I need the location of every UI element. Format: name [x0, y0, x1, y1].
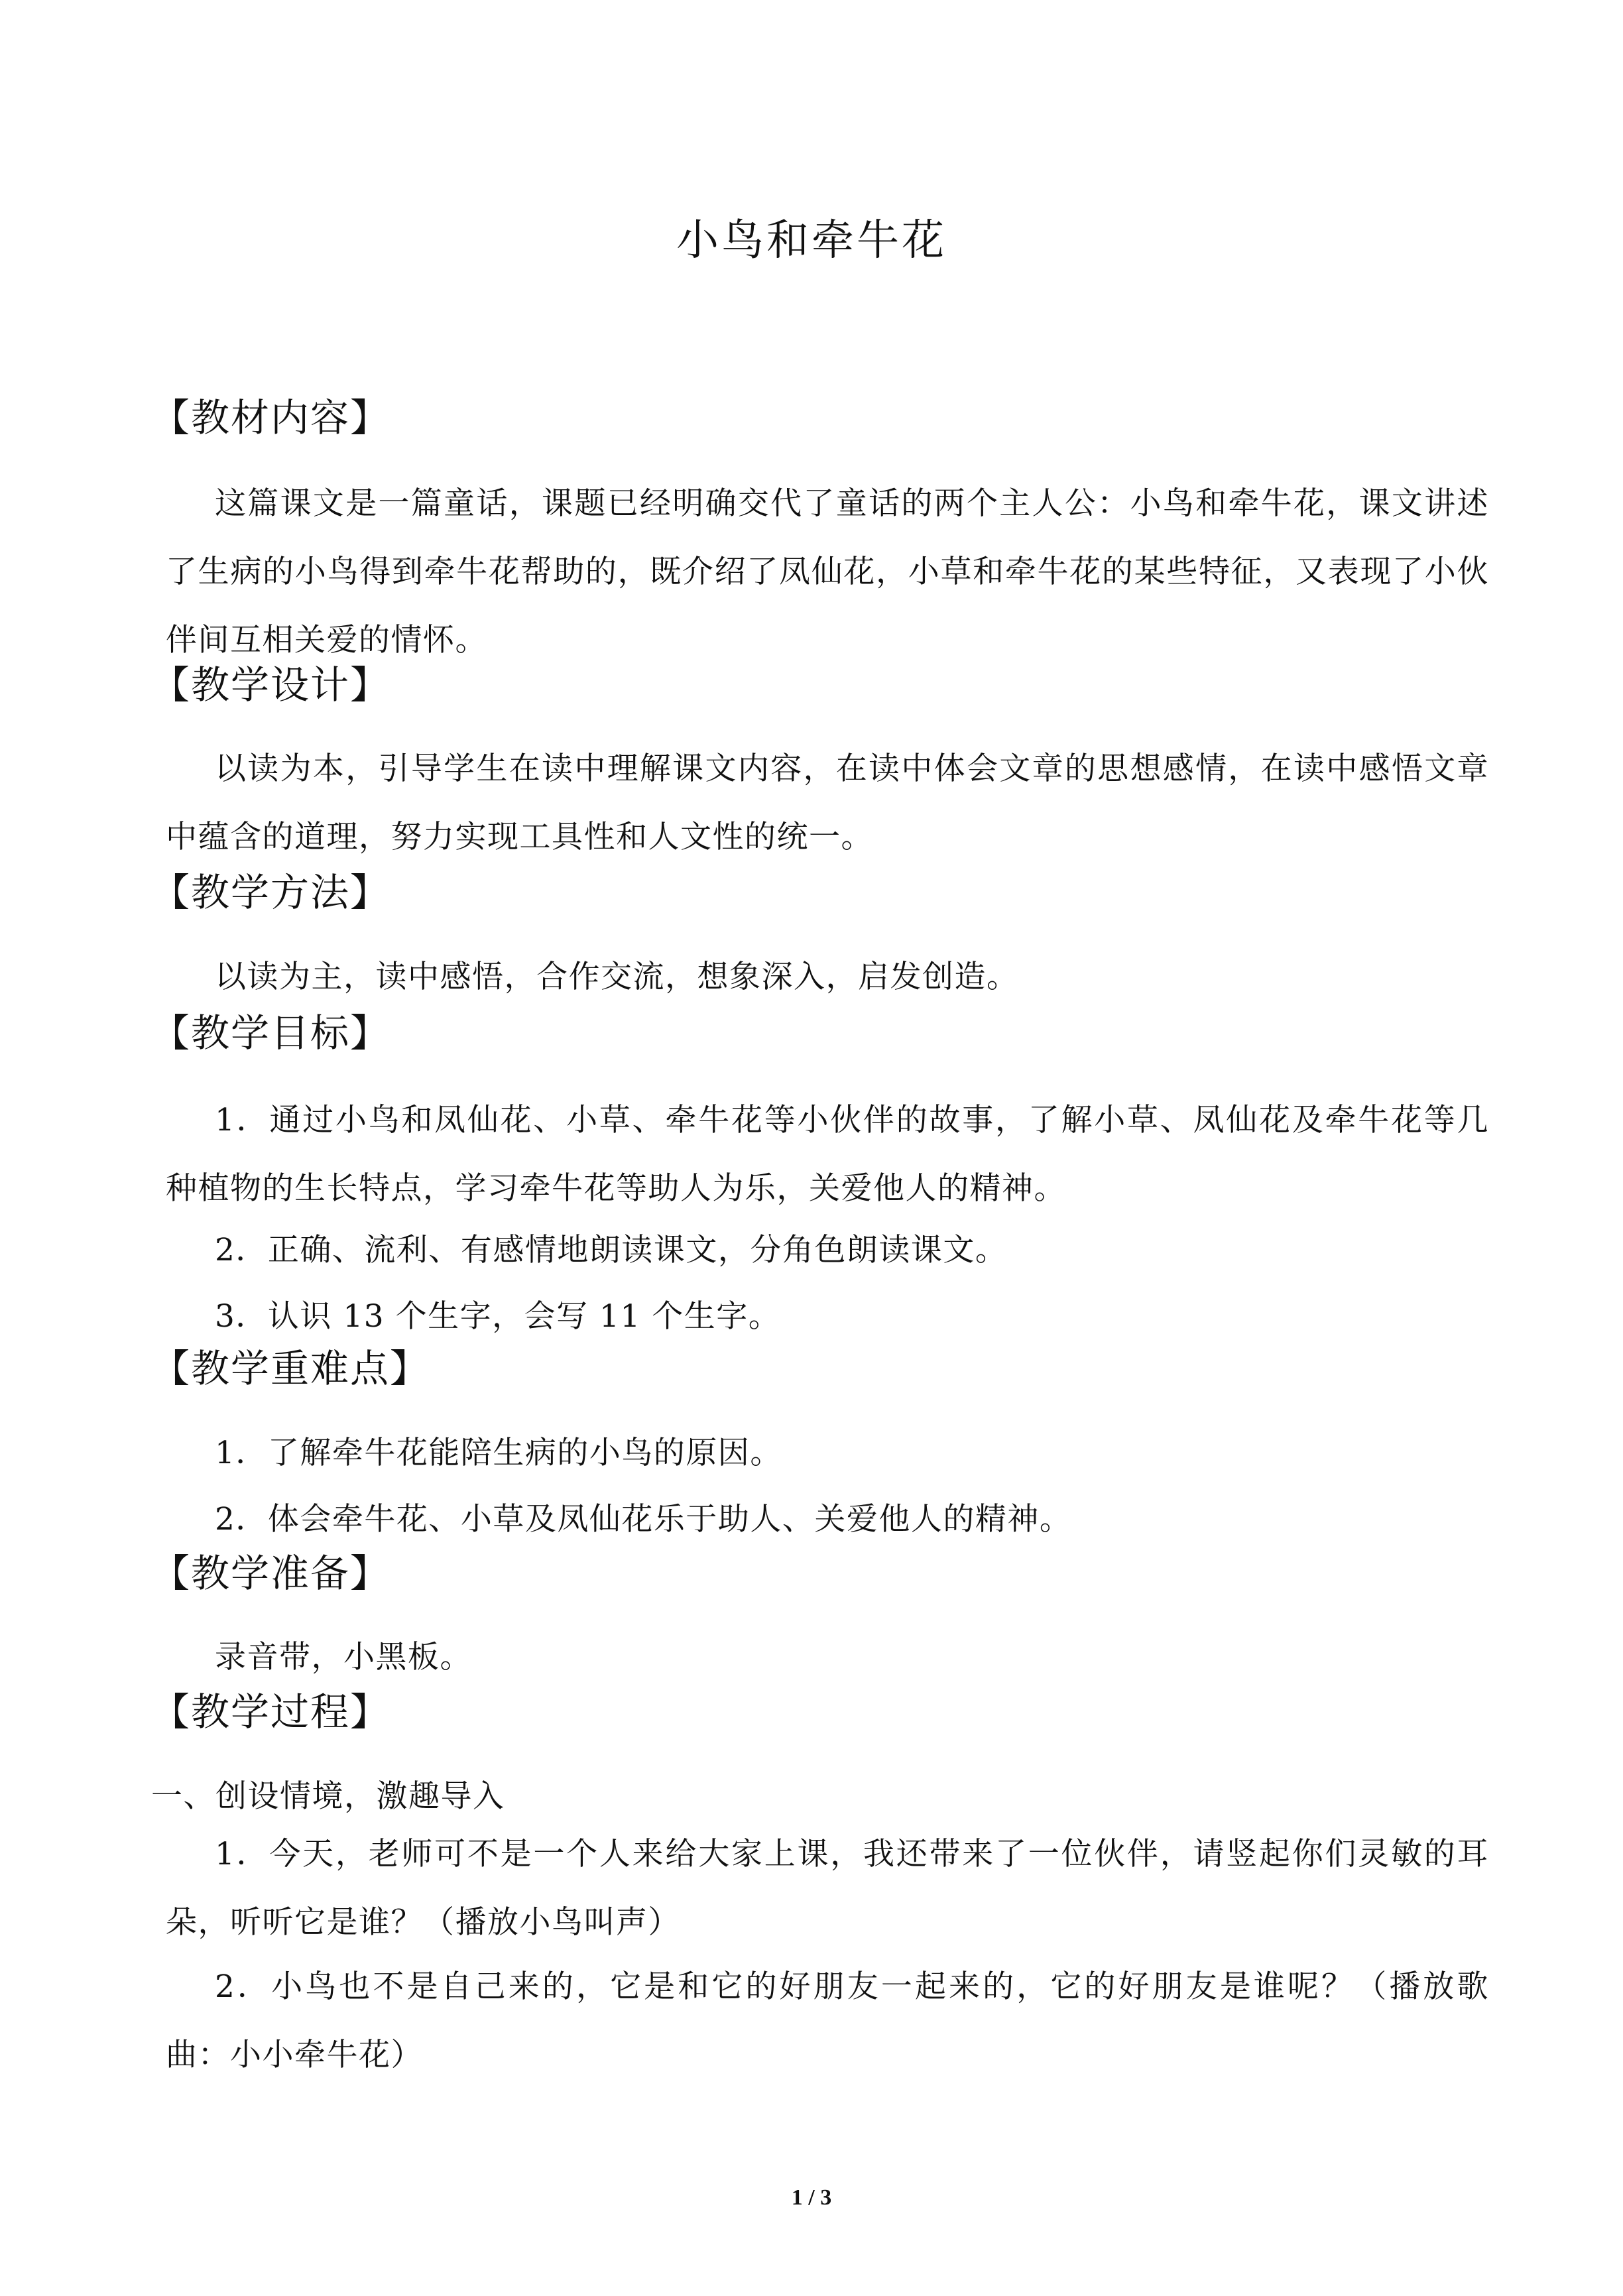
goal-item: 3．认识 13 个生字，会写 11 个生字。 — [215, 1298, 781, 1335]
section-heading-teaching-design: 【教学设计】 — [151, 662, 391, 707]
section-heading-teaching-goals: 【教学目标】 — [151, 1010, 391, 1056]
section-heading-teaching-process: 【教学过程】 — [151, 1689, 391, 1734]
goal-item: 1．通过小鸟和凤仙花、小草、牵牛花等小伙伴的故事，了解小草、凤仙花及牵牛花等几种植物的生长特点，学习牵牛花等助人为乐，关爱他人的精神。 — [166, 1102, 1489, 1207]
section-heading-key-difficulties: 【教学重难点】 — [151, 1346, 430, 1391]
section-paragraph: 录音带，小黑板。 — [215, 1639, 472, 1675]
process-item: 2．小鸟也不是自己来的，它是和它的好朋友一起来的，它的好朋友是谁呢？（播放歌曲：小小牵牛花） — [166, 1968, 1489, 2073]
section-paragraph: 以读为主，读中感悟，合作交流，想象深入，启发创造。 — [215, 959, 1019, 995]
section-heading-textbook-content: 【教材内容】 — [151, 395, 391, 440]
section-heading-teaching-method: 【教学方法】 — [151, 870, 391, 915]
difficulty-item: 1．了解牵牛花能陪生病的小鸟的原因。 — [215, 1435, 782, 1471]
goal-item: 2．正确、流利、有感情地朗读课文，分角色朗读课文。 — [215, 1232, 1008, 1268]
page-number: 1 / 3 — [791, 2185, 832, 2210]
section-paragraph: 以读为本，引导学生在读中理解课文内容，在读中体会文章的思想感情，在读中感悟文章中蕴含的道理，努力实现工具性和人文性的统一。 — [166, 751, 1489, 855]
process-subheading: 一、创设情境，激趣导入 — [151, 1778, 505, 1815]
difficulty-item: 2．体会牵牛花、小草及凤仙花乐于助人、关爱他人的精神。 — [215, 1501, 1072, 1538]
document-title: 小鸟和牵牛花 — [676, 216, 947, 265]
section-heading-preparation: 【教学准备】 — [151, 1551, 391, 1596]
process-item: 1．今天，老师可不是一个人来给大家上课，我还带来了一位伙伴，请竖起你们灵敏的耳朵，听听它是谁？（播放小鸟叫声） — [166, 1836, 1489, 1941]
section-paragraph: 这篇课文是一篇童话，课题已经明确交代了童话的两个主人公：小鸟和牵牛花，课文讲述了生病的小鸟得到牵牛花帮助的，既介绍了凤仙花，小草和牵牛花的某些特征，又表现了小伙伴间互相关爱的情怀。 — [166, 485, 1489, 658]
